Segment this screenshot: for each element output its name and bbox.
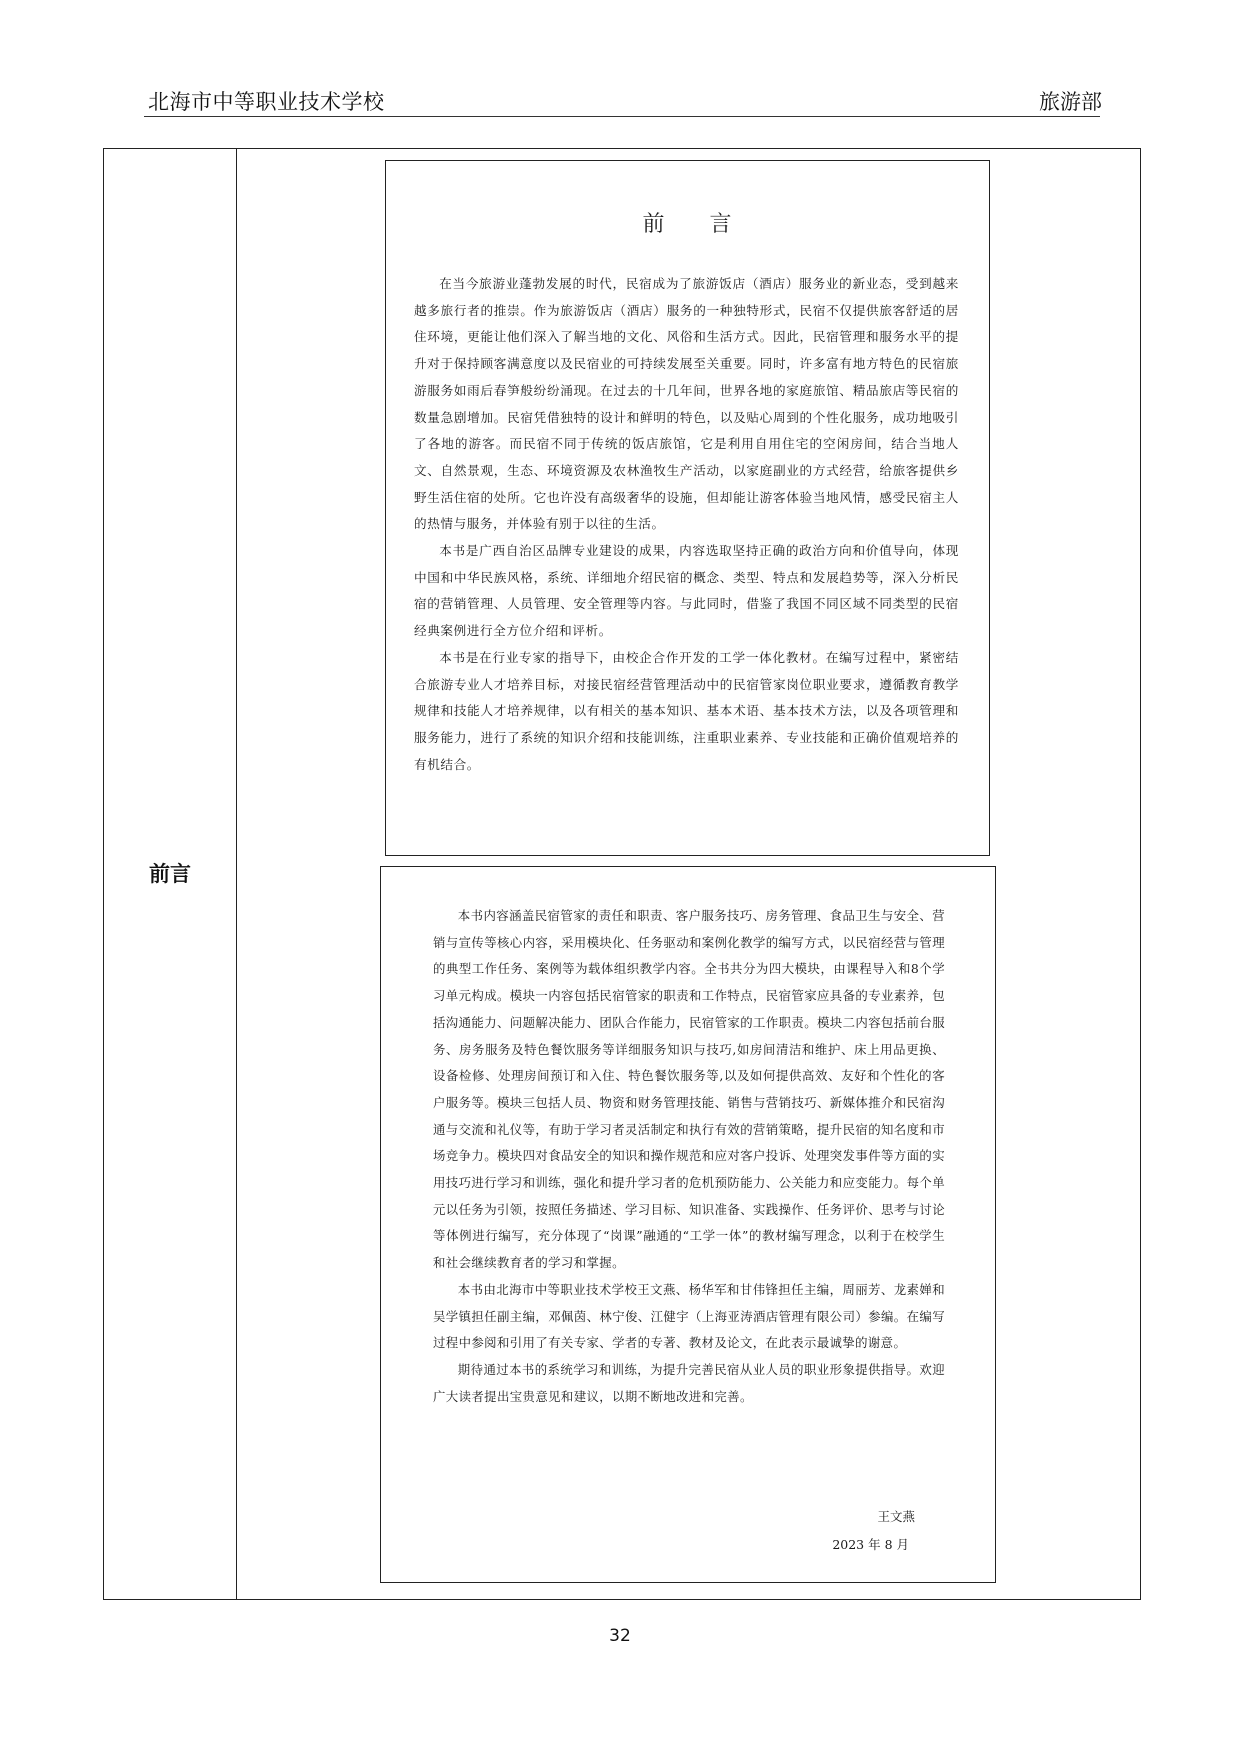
preface-title-char: 前 (642, 212, 666, 237)
preface-paragraph: 在当今旅游业蓬勃发展的时代，民宿成为了旅游饭店（酒店）服务业的新业态，受到越来越多旅行者的推崇。作为旅游饭店（酒店）服务的一种独特形式，民宿不仅提供旅客舒适的居住环境，更能让他们深入了解当地的文化、风俗和生活方式。因此，民宿管理和服务水平的提升对于保持顾客满意度以及民宿业的可持续发展至关重要。同时，许多富有地方特色的民宿旅游服务如雨后春笋般纷纷涌现。在过去的十几年间，世界各地的家庭旅馆、精品旅店等民宿的数量急剧增加。民宿凭借独特的设计和鲜明的特色，以及贴心周到的个性化服务，成功地吸引了各地的游客。而民宿不同于传统的饭店旅馆，它是利用自用住宅的空闲房间，结合当地人文、自然景观，生态、环境资源及农林渔牧生产活动，以家庭副业的方式经营，给旅客提供乡野生活住宿的处所。它也许没有高级奢华的设施，但却能让游客体验当地风情，感受民宿主人的热情与服务，并体验有别于以往的生活。 (414, 276, 959, 532)
preface-paragraph: 本书由北海市中等职业技术学校王文燕、杨华军和甘伟锋担任主编，周丽芳、龙素婵和吴学镇担任副主编，邓佩茵、林宁俊、江健宇（上海亚涛酒店管理有限公司）参编。在编写过程中参阅和引用了有关专家、学者的专著、教材及论文，在此表示最诚挚的谢意。 (433, 1281, 945, 1351)
preface-body-2 (433, 903, 945, 1410)
preface-date: 2023 年 8 月 (832, 1537, 909, 1552)
preface-paragraph: 本书是广西自治区品牌专业建设的成果，内容选取坚持正确的政治方向和价值导向，体现中国和中华民族风格，系统、详细地介绍民宿的概念、类型、特点和发展趋势等，深入分析民宿的营销管理、人员管理、安全管理等内容。与此同时，借鉴了我国不同区域不同类型的民宿经典案例进行全方位介绍和评析。 (414, 543, 959, 639)
preface-paragraph: 期待通过本书的系统学习和训练，为提升完善民宿从业人员的职业形象提供指导。欢迎广大读者提出宝贵意见和建议，以期不断地改进和完善。 (433, 1361, 945, 1404)
preface-paragraph: 本书内容涵盖民宿管家的责任和职责、客户服务技巧、房务管理、食品卫生与安全、营销与宣传等核心内容，采用模块化、任务驱动和案例化教学的编写方式，以民宿经营与管理的典型工作任务、案例等为载体组织教学内容。全书共分为四大模块，由课程导入和8个学习单元构成。模块一内容包括民宿管家的职责和工作特点，民宿管家应具备的专业素养，包括沟通能力、问题解决能力、团队合作能力，民宿管家的工作职责。模块二内容包括前台服务、房务服务及特色餐饮服务等详细服务知识与技巧,如房间清洁和维护、床上用品更换、设备检修、处理房间预订和入住、特色餐饮服务等,以及如何提供高效、友好和个性化的客户服务等。模块三包括人员、物资和财务管理技能、销售与营销技巧、新媒体推介和民宿沟通与交流和礼仪等，有助于学习者灵活制定和执行有效的营销策略，提升民宿的知名度和市场竞争力。模块四对食品安全的知识和操作规范和应对客户投诉、处理突发事件等方面的实用技巧进行学习和训练，强化和提升学习者的危机预防能力、公关能力和应变能力。每个单元以任务为引领，按照任务描述、学习目标、知识准备、实践操作、任务评价、思考与讨论等体例进行编写，充分体现了“岗课”融通的“工学一体”的教材编写理念，以利于在校学生和社会继续教育者的学习和掌握。 (433, 908, 945, 1271)
row-label-preface: 前言 (149, 862, 191, 886)
preface-paragraph: 本书是在行业专家的指导下，由校企合作开发的工学一体化教材。在编写过程中，紧密结合旅游专业人才培养目标，对接民宿经营管理活动中的民宿管家岗位职业要求，遵循教育教学规律和技能人才培养规律，以有相关的基本知识、基本术语、基本技术方法，以及各项管理和服务能力，进行了系统的知识介绍和技能训练，注重职业素养、专业技能和正确价值观培养的有机结合。 (414, 649, 959, 772)
preface-title-char: 言 (709, 212, 733, 237)
preface-scan-page-2 (380, 866, 996, 1583)
preface-signer: 王文燕 (877, 1509, 915, 1524)
page-number: 32 (609, 1626, 631, 1646)
header-school-name: 北海市中等职业技术学校 (148, 90, 385, 114)
header-rule (144, 116, 1100, 117)
preface-body-1 (414, 271, 959, 778)
preface-scan-page-1 (385, 160, 990, 856)
header-department: 旅游部 (1039, 90, 1102, 114)
preface-title (386, 207, 989, 238)
